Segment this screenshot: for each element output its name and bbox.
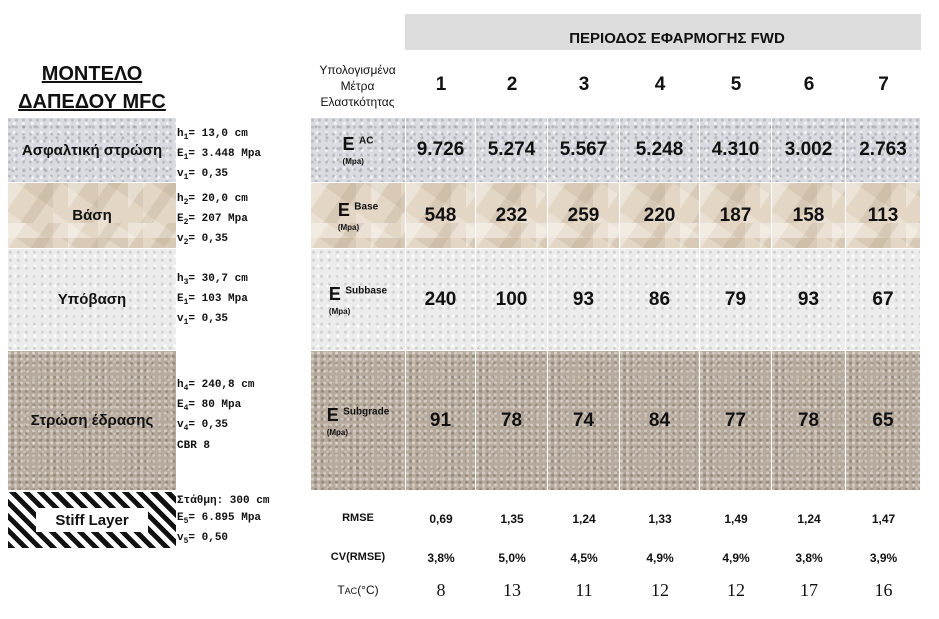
stat-value: 1,49 <box>724 512 748 526</box>
modulus-unit: (Mpa) <box>326 427 349 437</box>
param-line <box>177 493 302 510</box>
layer-params <box>177 191 297 252</box>
param-line <box>177 377 297 397</box>
param-value: = 3.448 Mpa <box>188 148 262 161</box>
temp-label <box>311 583 405 597</box>
param-value: = 13,0 cm <box>188 128 248 140</box>
modulus-value: 77 <box>700 351 771 490</box>
param-line <box>177 530 302 550</box>
modulus-value: 67 <box>846 249 920 350</box>
stat-value: 0,69 <box>429 512 453 526</box>
param-symbol: E <box>177 399 184 412</box>
param-symbol: h <box>177 379 184 391</box>
modulus-symbol <box>329 284 387 316</box>
param-value: = 103 Mpa <box>188 293 248 306</box>
temp-unit: (°C) <box>357 583 379 597</box>
layer-name-cell <box>8 183 176 248</box>
param-value: = 6.895 Mpa <box>188 512 262 524</box>
stat-value: 3,8% <box>427 551 455 565</box>
modulus-label-cell <box>311 118 405 182</box>
layer-name-cell <box>8 249 176 350</box>
param-value: = 80 Mpa <box>188 399 242 412</box>
modulus-value: 65 <box>846 351 920 490</box>
modulus-value: 187 <box>700 183 771 248</box>
layer-params <box>177 126 297 187</box>
param-symbol: h <box>177 193 184 205</box>
param-subscript: 1 <box>183 153 189 163</box>
modulus-value: 2.763 <box>846 118 920 182</box>
stat-label: RMSE <box>342 512 374 524</box>
param-line <box>177 211 297 231</box>
layer-params <box>177 377 297 455</box>
period-header-1: 1 <box>435 74 447 95</box>
param-subscript: 2 <box>183 198 189 208</box>
modulus-e: E <box>328 283 341 304</box>
period-header-4: 4 <box>654 74 666 95</box>
period-header-5: 5 <box>730 74 742 95</box>
layer-name-cell <box>8 351 176 490</box>
period-header-2: 2 <box>506 74 518 95</box>
param-symbol: v <box>177 233 184 246</box>
modulus-label-cell <box>311 183 405 248</box>
param-subscript: 1 <box>183 173 189 183</box>
model-title-line2: ΔΑΠΕΔΟΥ MFC <box>18 91 166 113</box>
param-subscript: 2 <box>183 238 189 248</box>
param-symbol: h <box>177 273 184 285</box>
modulus-symbol <box>338 200 378 232</box>
modulus-unit: (Mpa) <box>337 222 360 232</box>
modulus-label-cell <box>311 249 405 350</box>
modulus-layer-tag: Subbase <box>345 285 388 297</box>
param-value: = 20,0 cm <box>188 193 248 205</box>
modulus-e: E <box>326 404 339 425</box>
stat-value: 1,24 <box>572 512 596 526</box>
period-header-6: 6 <box>803 74 815 95</box>
temp-value: 12 <box>651 580 669 600</box>
modulus-value: 100 <box>476 249 547 350</box>
moduli-label-line3: Ελαστκότητας <box>320 95 395 109</box>
param-line <box>177 397 297 417</box>
modulus-value: 240 <box>406 249 475 350</box>
model-title-line1: ΜΟΝΤΕΛΟ <box>41 63 143 85</box>
modulus-layer-tag: Subgrade <box>343 406 390 418</box>
param-value: = 0,50 <box>188 532 229 545</box>
layer-name: Στρώση έδρασης <box>30 412 154 429</box>
modulus-e: E <box>337 199 350 220</box>
modulus-value: 3.002 <box>772 118 845 182</box>
param-symbol: E <box>177 293 184 306</box>
stat-value: 4,9% <box>646 551 674 565</box>
param-line <box>177 231 297 251</box>
param-symbol: E <box>177 512 184 524</box>
stat-value: 1,24 <box>797 512 821 526</box>
param-line <box>177 417 297 437</box>
modulus-layer-tag: Base <box>354 201 379 213</box>
modulus-value: 5.274 <box>476 118 547 182</box>
layer-name: Ασφαλτική στρώση <box>21 141 163 159</box>
modulus-symbol <box>343 134 374 166</box>
param-subscript: 3 <box>183 278 189 288</box>
stat-value: 1,33 <box>648 512 672 526</box>
param-symbol: E <box>177 148 184 161</box>
modulus-value: 548 <box>406 183 475 248</box>
param-value: = 0,35 <box>188 313 229 326</box>
stat-label: CV(RMSE) <box>330 551 386 563</box>
param-subscript: 1 <box>183 133 189 143</box>
modulus-value: 86 <box>620 249 699 350</box>
temp-subscript: AC <box>344 586 358 596</box>
param-subscript: 1 <box>183 318 189 328</box>
param-subscript: 4 <box>183 424 189 434</box>
param-symbol: v <box>177 419 184 432</box>
modulus-value: 93 <box>772 249 845 350</box>
modulus-value: 78 <box>476 351 547 490</box>
modulus-value: 113 <box>846 183 920 248</box>
stat-value: 3,9% <box>869 551 898 565</box>
modulus-value: 93 <box>548 249 619 350</box>
param-symbol: CBR 8 <box>177 439 211 452</box>
param-value: = 30,7 cm <box>188 273 248 285</box>
stiff-layer-label: Stiff Layer <box>36 508 148 532</box>
temp-value: 8 <box>436 580 446 600</box>
temp-value: 16 <box>874 580 893 600</box>
modulus-symbol <box>327 405 390 437</box>
param-symbol: h <box>177 128 184 140</box>
modulus-value: 5.248 <box>620 118 699 182</box>
period-header-3: 3 <box>578 74 590 95</box>
param-symbol: E <box>177 213 184 226</box>
param-subscript: 2 <box>183 218 189 228</box>
stat-value: 4,5% <box>570 551 598 565</box>
modulus-e: E <box>342 134 355 154</box>
param-symbol: v <box>177 313 184 326</box>
param-line <box>177 191 297 211</box>
period-header-7: 7 <box>878 74 889 95</box>
stat-value: 1,35 <box>500 512 524 526</box>
modulus-value: 78 <box>772 351 845 490</box>
param-line <box>177 271 297 291</box>
moduli-label <box>300 62 415 110</box>
modulus-unit: (Mpa) <box>328 306 351 316</box>
modulus-value: 79 <box>700 249 771 350</box>
param-symbol: Στάθμη: 300 cm <box>177 495 270 507</box>
modulus-value: 232 <box>476 183 547 248</box>
param-value: = 0,35 <box>188 419 229 432</box>
param-subscript: 5 <box>183 517 189 527</box>
moduli-label-line1: Υπολογισμένα <box>319 63 396 77</box>
stiff-layer-params <box>177 493 302 550</box>
param-subscript: 1 <box>183 298 189 308</box>
param-symbol: v <box>177 532 184 545</box>
modulus-unit: (Mpa) <box>342 157 364 166</box>
param-value: = 240,8 cm <box>188 379 255 391</box>
temp-value: 11 <box>575 580 593 600</box>
param-line <box>177 510 302 530</box>
param-subscript: 5 <box>183 537 189 547</box>
param-value: = 0,35 <box>188 168 229 181</box>
layer-params <box>177 271 297 332</box>
temp-value: 13 <box>503 580 521 600</box>
param-line <box>177 126 297 146</box>
param-line <box>177 146 297 166</box>
modulus-value: 220 <box>620 183 699 248</box>
stat-value: 1,47 <box>871 512 896 526</box>
modulus-value: 158 <box>772 183 845 248</box>
param-subscript: 4 <box>183 384 189 394</box>
modulus-value: 259 <box>548 183 619 248</box>
layer-name: Βάση <box>72 207 112 224</box>
stat-value: 3,8% <box>795 551 823 565</box>
param-subscript: 4 <box>183 404 189 414</box>
modulus-value: 9.726 <box>406 118 475 182</box>
param-value: = 0,35 <box>188 233 229 246</box>
layer-name-cell <box>8 118 176 182</box>
model-title <box>8 60 176 116</box>
stat-value: 4,9% <box>722 551 750 565</box>
layer-name: Υπόβαση <box>57 291 127 308</box>
modulus-layer-tag: AC <box>359 135 374 147</box>
modulus-value: 84 <box>620 351 699 490</box>
modulus-value: 74 <box>548 351 619 490</box>
temp-symbol: T <box>337 583 345 597</box>
param-line <box>177 311 297 331</box>
modulus-value: 4.310 <box>700 118 771 182</box>
modulus-value: 5.567 <box>548 118 619 182</box>
param-value: = 207 Mpa <box>188 213 248 226</box>
param-line <box>177 291 297 311</box>
temp-value: 17 <box>800 580 818 600</box>
modulus-label-cell <box>311 351 405 490</box>
fwd-period-title: ΠΕΡΙΟΔΟΣ ΕΦΑΡΜΟΓΗΣ FWD <box>569 30 785 47</box>
param-symbol: v <box>177 168 184 181</box>
modulus-value: 91 <box>406 351 475 490</box>
param-line <box>177 166 297 186</box>
param-line <box>177 438 297 455</box>
stat-value: 5,0% <box>498 551 526 565</box>
moduli-label-line2: Μέτρα <box>340 79 375 93</box>
temp-value: 12 <box>727 580 745 600</box>
